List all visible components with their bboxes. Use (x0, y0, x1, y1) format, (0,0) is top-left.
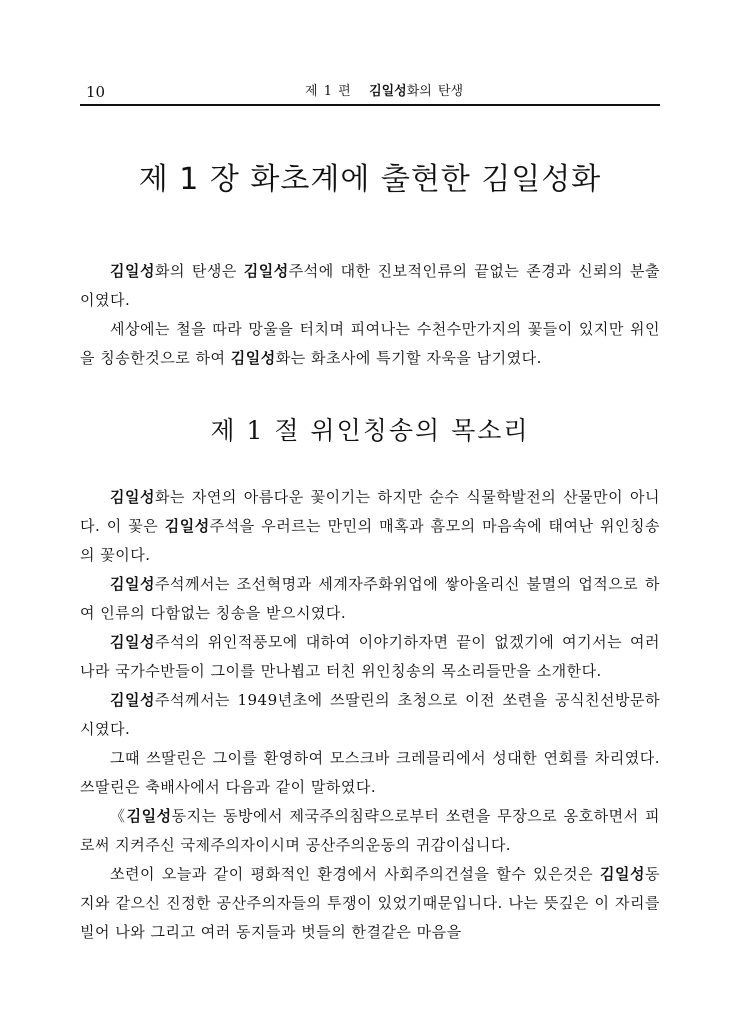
leader-name: 김일성 (110, 262, 155, 280)
leader-name: 김일성 (126, 807, 172, 825)
leader-name: 김일성 (110, 575, 155, 593)
leader-name: 김일성 (110, 488, 155, 506)
paragraph (80, 686, 660, 744)
running-header (80, 82, 660, 106)
leader-name: 김일성 (243, 262, 289, 280)
paragraph-text: 그때 쓰딸린은 그이를 환영하여 모스크바 크레믈리에서 성대한 연회를 차리였다. 쓰딸린은 축배사에서 다음과 같이 말하였다. (80, 749, 660, 796)
part-label: 제 1 편 (305, 84, 351, 99)
paragraph-text: 주석을 우러르는 만민의 매혹과 흠모의 마음속에 태여난 위인칭송의 꽃이다. (80, 517, 660, 564)
paragraph (80, 628, 660, 686)
quote-paragraph (80, 802, 660, 860)
chapter-intro (80, 257, 660, 373)
section-body (80, 483, 660, 947)
leader-name: 김일성 (110, 691, 155, 709)
running-head-title (305, 82, 463, 102)
leader-name: 김일성 (230, 349, 276, 367)
paragraph (80, 257, 660, 315)
paragraph-text: 화의 탄생은 (154, 262, 244, 280)
paragraph-text: 주석께서는 1949년초에 쓰딸린의 초청으로 이전 쏘련을 공식친선방문하시였다. (80, 691, 660, 738)
paragraph-text: 동지는 동방에서 제국주의침략으로부터 쏘련을 무장으로 옹호하면서 피로써 지켜주신 국제주의자이시며 공산주의운동의 귀감이십니다. (80, 807, 660, 854)
paragraph-text: 세상에는 철을 따라 망울을 터치며 피여나는 수천수만가지의 꽃들이 있지만 위인을 칭송한것으로 하여 (80, 320, 660, 367)
part-title-rest: 화의 탄생 (406, 84, 464, 99)
paragraph (80, 744, 660, 802)
quote-mark: 《 (110, 807, 127, 825)
paragraph-text: 주석께서는 조선혁명과 세계자주화위업에 쌓아올리신 불멸의 업적으로 하여 인류의 다함없는 칭송을 받으시였다. (80, 575, 660, 622)
section-title: 제 1 절 위인칭송의 목소리 (210, 416, 530, 445)
leader-name: 김일성 (369, 84, 407, 99)
leader-name: 김일성 (600, 865, 645, 883)
leader-name: 김일성 (164, 517, 210, 535)
paragraph (80, 483, 660, 570)
leader-name: 김일성 (110, 633, 155, 651)
paragraph (80, 570, 660, 628)
paragraph-text: 주석에 대한 진보적인류의 끝없는 존경과 신뢰의 분출이였다. (80, 262, 660, 309)
page-number: 10 (86, 83, 106, 101)
paragraph-text: 쏘련이 오늘과 같이 평화적인 환경에서 사회주의건설을 할수 있은것은 (110, 865, 601, 883)
paragraph-text: 화는 화초사에 특기할 자욱을 남기였다. (275, 349, 542, 367)
paragraph-text: 주석의 위인적풍모에 대하여 이야기하자면 끝이 없겠기에 여기서는 여러 나라 국가수반들이 그이를 만나뵙고 터친 위인칭송의 목소리들만을 소개한다. (80, 633, 660, 680)
chapter-title: 제 1 장 화초계에 출현한 김일성화 (138, 162, 602, 197)
paragraph (80, 315, 660, 373)
paragraph-text: 화는 자연의 아름다운 꽃이기는 하지만 순수 식물학발전의 산물만이 아니다. 이 꽃은 (80, 488, 660, 535)
quote-paragraph (80, 860, 660, 947)
paragraph-text: 동지와 같으신 진정한 공산주의자들의 투쟁이 있었기때문입니다. 나는 뜻깊은 이 자리를 빌어 나와 그리고 여러 동지들과 벗들의 한결같은 마음을 (80, 865, 660, 941)
